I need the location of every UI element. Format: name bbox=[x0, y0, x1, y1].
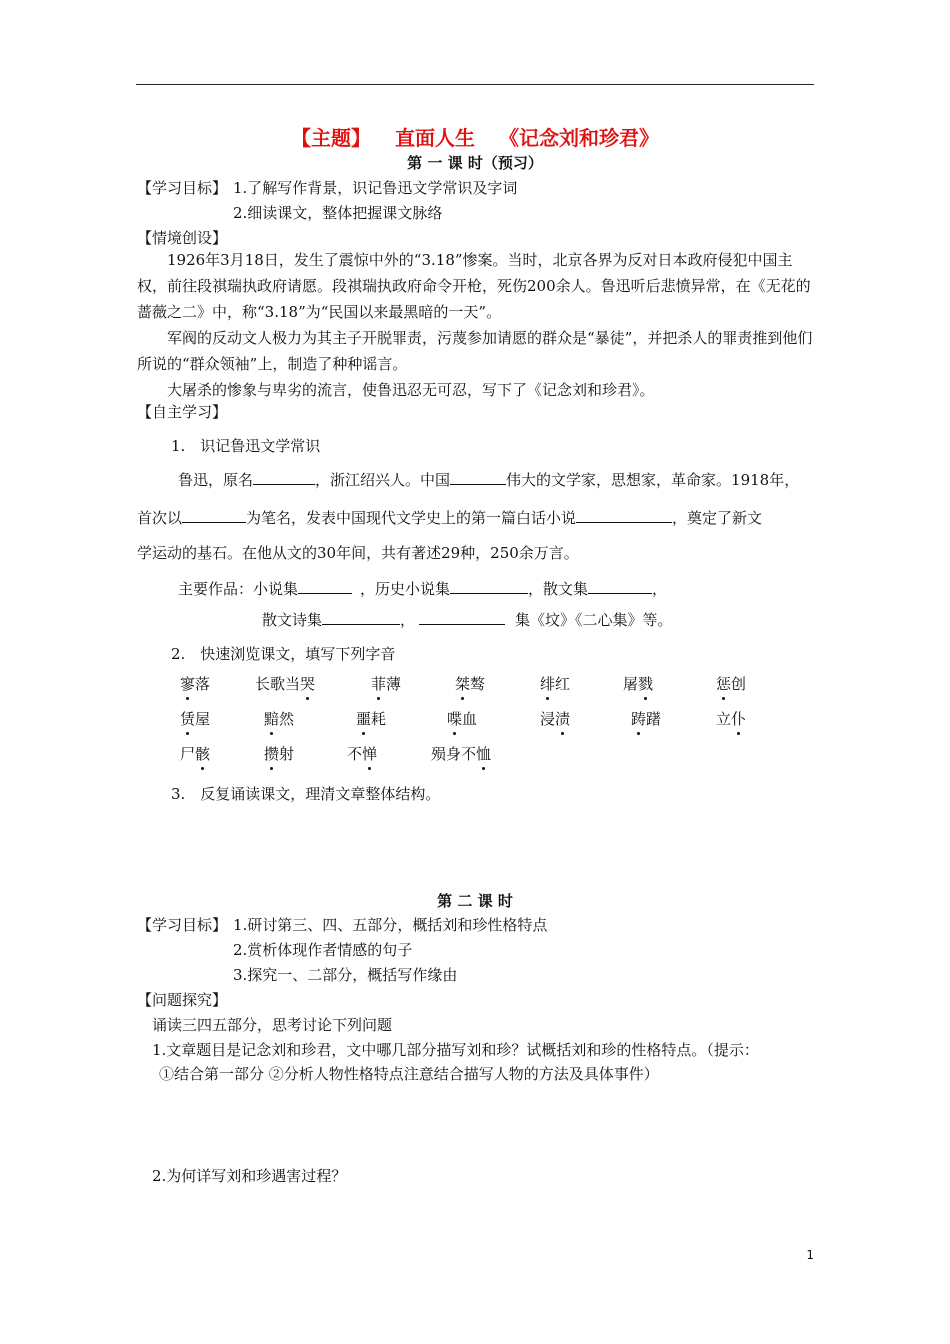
emphasis-dot-char: 惩 bbox=[716, 675, 732, 693]
pronunciation-word: 长歌当哭 bbox=[255, 675, 316, 693]
emphasis-dot-char: 喋 bbox=[447, 710, 463, 728]
lesson2-goal-2: 2.赏析体现作者情感的句子 bbox=[233, 941, 413, 959]
emphasis-dot-char: 黯 bbox=[264, 710, 280, 728]
emphasis-dot-char: 踌 bbox=[631, 710, 647, 728]
emphasis-dot-char: 哭 bbox=[300, 675, 316, 693]
pronunciation-word: 绯红 bbox=[540, 675, 571, 693]
emphasis-dot-char: 寥 bbox=[180, 675, 196, 693]
header-rule bbox=[136, 84, 814, 85]
pronunciation-word: 黯然 bbox=[264, 710, 295, 728]
inquiry-label: 【问题探究】 bbox=[137, 991, 228, 1009]
pronunciation-word: 不惮 bbox=[347, 745, 378, 763]
lesson2-goal-1: 1.研讨第三、四、五部分，概括刘和珍性格特点 bbox=[233, 916, 548, 934]
emphasis-dot-char: 桀 bbox=[455, 675, 471, 693]
scene-paragraph-3: 大屠杀的惨象与卑劣的流言，使鲁迅忍无可忍，写下了《记念刘和珍君》。 bbox=[167, 381, 655, 399]
lesson2-goal-3: 3.探究一、二部分，概括写作缘由 bbox=[233, 966, 458, 984]
pronunciation-word: 寥落 bbox=[180, 675, 211, 693]
emphasis-dot-char: 仆 bbox=[731, 710, 747, 728]
works-line-1: 主要作品：小说集 ，历史小说集 ，散文集 ， bbox=[178, 580, 668, 598]
self-study-q2: 2. 快速浏览课文，填写下列字音 bbox=[171, 645, 396, 663]
inquiry-q1: 1.文章题目是记念刘和珍君，文中哪几部分描写刘和珍？试概括刘和珍的性格特点。（提示： bbox=[152, 1041, 759, 1059]
lesson1-goal-1: 1.了解写作背景，识记鲁迅文学常识及字词 bbox=[233, 179, 518, 197]
lesson2-goal-label: 【学习目标】 bbox=[137, 916, 228, 934]
scene-paragraph-1: 1926年3月18日，发生了震惊中外的“3.18”惨案。当时，北京各界为反对日本政府侵犯中国主权，前往段祺瑞执政府请愿。段祺瑞执政府命令开枪，死伤200余人。鲁迅听后悲愤异常，在《无花的蔷薇之二》中，称“3.18”为“民国以来最黑暗的一天”。 bbox=[137, 251, 811, 321]
page-title bbox=[0, 122, 950, 151]
pronunciation-word: 赁屋 bbox=[180, 710, 211, 728]
lesson2-heading: 第 二 课 时 bbox=[437, 892, 513, 910]
emphasis-dot-char: 绯 bbox=[540, 675, 556, 693]
fill-line-3: 学运动的基石。在他从文的30年间，共有著述29种，250余万言。 bbox=[137, 544, 579, 562]
self-study-q3: 3. 反复诵读课文，理清文章整体结构。 bbox=[171, 785, 441, 803]
scene-paragraph-2: 军阀的反动文人极力为其主子开脱罪责，污蔑参加请愿的群众是“暴徒”，并把杀人的罪责推到他们所说的“群众领袖”上，制造了种种谣言。 bbox=[137, 329, 813, 373]
blank-era[interactable] bbox=[450, 470, 506, 485]
emphasis-dot-char: 攒 bbox=[264, 745, 280, 763]
blank-essay-set[interactable] bbox=[419, 610, 505, 625]
blank-historical-novels[interactable] bbox=[450, 579, 528, 594]
emphasis-dot-char: 戮 bbox=[638, 675, 654, 693]
blank-novel-collection[interactable] bbox=[298, 579, 352, 594]
works-line-2: 散文诗集 ， 集《坟》《二心集》等。 bbox=[262, 611, 673, 629]
pronunciation-word: 攒射 bbox=[264, 745, 295, 763]
page-number: 1 bbox=[806, 1248, 814, 1262]
emphasis-dot-char: 惮 bbox=[362, 745, 378, 763]
title-subject: 直面人生 bbox=[395, 126, 475, 150]
self-study-label: 【自主学习】 bbox=[137, 403, 228, 421]
emphasis-dot-char: 噩 bbox=[356, 710, 372, 728]
inquiry-q1-hint: ①结合第一部分 ②分析人物性格特点注意结合描写人物的方法及具体事件） bbox=[159, 1065, 659, 1083]
emphasis-dot-char: 渍 bbox=[555, 710, 571, 728]
blank-pen-name[interactable] bbox=[182, 508, 246, 523]
pronunciation-word: 立仆 bbox=[716, 710, 747, 728]
emphasis-dot-char: 恤 bbox=[476, 745, 492, 763]
pronunciation-word: 浸渍 bbox=[540, 710, 571, 728]
pronunciation-word: 尸骸 bbox=[180, 745, 211, 763]
pronunciation-word: 噩耗 bbox=[356, 710, 387, 728]
fill-line-2: 首次以 为笔名，发表中国现代文学史上的第一篇白话小说 ，奠定了新文 bbox=[137, 509, 763, 527]
inquiry-q2: 2.为何详写刘和珍遇害过程？ bbox=[152, 1167, 347, 1185]
pronunciation-word: 殒身不恤 bbox=[431, 745, 492, 763]
pronunciation-word: 菲薄 bbox=[371, 675, 402, 693]
emphasis-dot-char: 骸 bbox=[195, 745, 211, 763]
pronunciation-word: 屠戮 bbox=[623, 675, 654, 693]
pronunciation-word: 惩创 bbox=[716, 675, 747, 693]
emphasis-dot-char: 菲 bbox=[371, 675, 387, 693]
lesson1-goal-2: 2.细读课文，整体把握课文脉络 bbox=[233, 204, 443, 222]
scene-label: 【情境创设】 bbox=[137, 229, 228, 247]
pronunciation-word: 踌躇 bbox=[631, 710, 662, 728]
title-work: 《记念刘和珍君》 bbox=[499, 126, 659, 150]
blank-prose-poems[interactable] bbox=[322, 610, 400, 625]
title-theme: 【主题】 bbox=[291, 126, 371, 150]
self-study-q1: 1. 识记鲁迅文学常识 bbox=[171, 437, 321, 455]
blank-original-name[interactable] bbox=[253, 470, 315, 485]
lesson1-heading: 第 一 课 时（预习） bbox=[407, 154, 543, 172]
pronunciation-word: 喋血 bbox=[447, 710, 478, 728]
blank-essay-collection[interactable] bbox=[588, 579, 652, 594]
pronunciation-word: 桀骜 bbox=[455, 675, 486, 693]
emphasis-dot-char: 赁 bbox=[180, 710, 196, 728]
blank-novel[interactable] bbox=[576, 508, 672, 523]
fill-line-1: 鲁迅，原名 ，浙江绍兴人。中国 伟大的文学家，思想家，革命家。1918年， bbox=[178, 471, 800, 489]
lesson1-goal-label: 【学习目标】 bbox=[137, 179, 228, 197]
inquiry-intro: 诵读三四五部分，思考讨论下列问题 bbox=[152, 1016, 393, 1034]
